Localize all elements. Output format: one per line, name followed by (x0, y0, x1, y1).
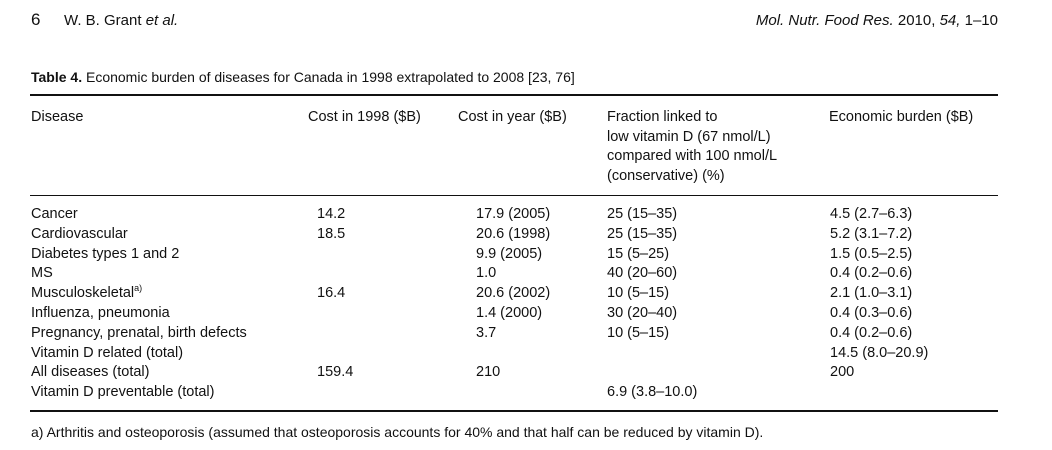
cell-cost-1998: 18.5 (317, 225, 346, 242)
table-footnote: a) Arthritis and osteoporosis (assumed that osteoporosis accounts for 40% and that half can be reduced by vitamin D). (31, 424, 764, 440)
cell-disease: All diseases (total) (31, 364, 150, 381)
cell-cost-year: 1.0 (476, 265, 497, 282)
cell-disease: Diabetes types 1 and 2 (31, 245, 180, 262)
cell-burden: 5.2 (3.1–7.2) (830, 225, 913, 242)
cell-burden: 1.5 (0.5–2.5) (830, 245, 913, 262)
cell-fraction: 40 (20–60) (607, 265, 678, 282)
header-fraction-line: compared with 100 nmol/L (607, 148, 778, 164)
cell-fraction: 30 (20–40) (607, 305, 678, 321)
journal-name: Mol. Nutr. Food Res. (755, 12, 894, 29)
footnote-marker: a) (134, 283, 143, 294)
cell-disease: Pregnancy, prenatal, birth defects (31, 324, 247, 341)
cell-disease: MS (31, 265, 53, 282)
table-caption-text: Economic burden of diseases for Canada in 1998 extrapolated to 2008 [23, 76] (85, 69, 575, 85)
cell-disease: Cardiovascular (31, 225, 128, 242)
cell-cost-year: 9.9 (2005) (476, 245, 543, 262)
cell-fraction: 10 (5–15) (607, 324, 670, 341)
header-fraction-line: Fraction linked to (607, 109, 718, 125)
header-cost-1998: Cost in 1998 ($B) (308, 109, 421, 125)
cell-disease: Vitamin D related (total) (31, 344, 184, 361)
table-caption (31, 69, 575, 85)
cell-burden: 0.4 (0.3–0.6) (830, 305, 913, 321)
cell-disease: Musculoskeletal$^{a)}$ (31, 283, 143, 302)
cell-fraction: 25 (15–35) (607, 225, 678, 242)
header-fraction-line: low vitamin D (67 nmol/L) (607, 128, 771, 145)
cell-disease: Cancer (31, 206, 78, 222)
cell-burden: 4.5 (2.7–6.3) (830, 206, 913, 222)
running-header-citation (756, 12, 998, 29)
cell-burden: 200 (830, 364, 855, 381)
cell-cost-year: 3.7 (476, 324, 497, 341)
journal-volume: 54, (939, 12, 961, 29)
journal-year: 2010, (897, 12, 936, 29)
cell-fraction: 15 (5–25) (607, 245, 670, 262)
cell-burden: 2.1 (1.0–3.1) (830, 285, 913, 302)
header-disease: Disease (31, 109, 84, 125)
header-rule (30, 195, 998, 196)
cell-cost-year: 1.4 (2000) (476, 305, 543, 321)
cell-fraction: 10 (5–15) (607, 285, 670, 302)
table-caption-label: Table 4. (31, 69, 83, 85)
header-fraction-line: (conservative) (%) (607, 167, 725, 184)
table-top-rule (30, 94, 998, 96)
authors-suffix: et al. (145, 12, 179, 29)
cell-burden: 14.5 (8.0–20.9) (830, 344, 929, 361)
cell-cost-year: 20.6 (1998) (476, 225, 551, 242)
cell-disease: Vitamin D preventable (total) (31, 384, 215, 401)
journal-pages: 1–10 (964, 12, 998, 29)
cell-fraction: 25 (15–35) (607, 206, 678, 222)
cell-disease: Influenza, pneumonia (31, 305, 170, 321)
running-header-authors (64, 12, 178, 29)
cell-cost-1998: 159.4 (317, 364, 354, 381)
cell-cost-1998: 16.4 (317, 285, 346, 302)
table-bottom-rule (30, 410, 998, 412)
cell-cost-year: 210 (476, 364, 501, 381)
cell-cost-1998: 14.2 (317, 206, 346, 222)
cell-cost-year: 17.9 (2005) (476, 206, 551, 222)
page-number: 6 (31, 10, 41, 29)
cell-burden: 0.4 (0.2–0.6) (830, 265, 913, 282)
cell-cost-year: 20.6 (2002) (476, 285, 551, 302)
cell-burden: 0.4 (0.2–0.6) (830, 324, 913, 341)
header-fraction (607, 108, 777, 186)
cell-fraction: 6.9 (3.8–10.0) (607, 384, 698, 401)
authors-text: W. B. Grant (64, 12, 142, 29)
header-burden: Economic burden ($B) (829, 109, 974, 125)
header-cost-year: Cost in year ($B) (458, 109, 567, 125)
